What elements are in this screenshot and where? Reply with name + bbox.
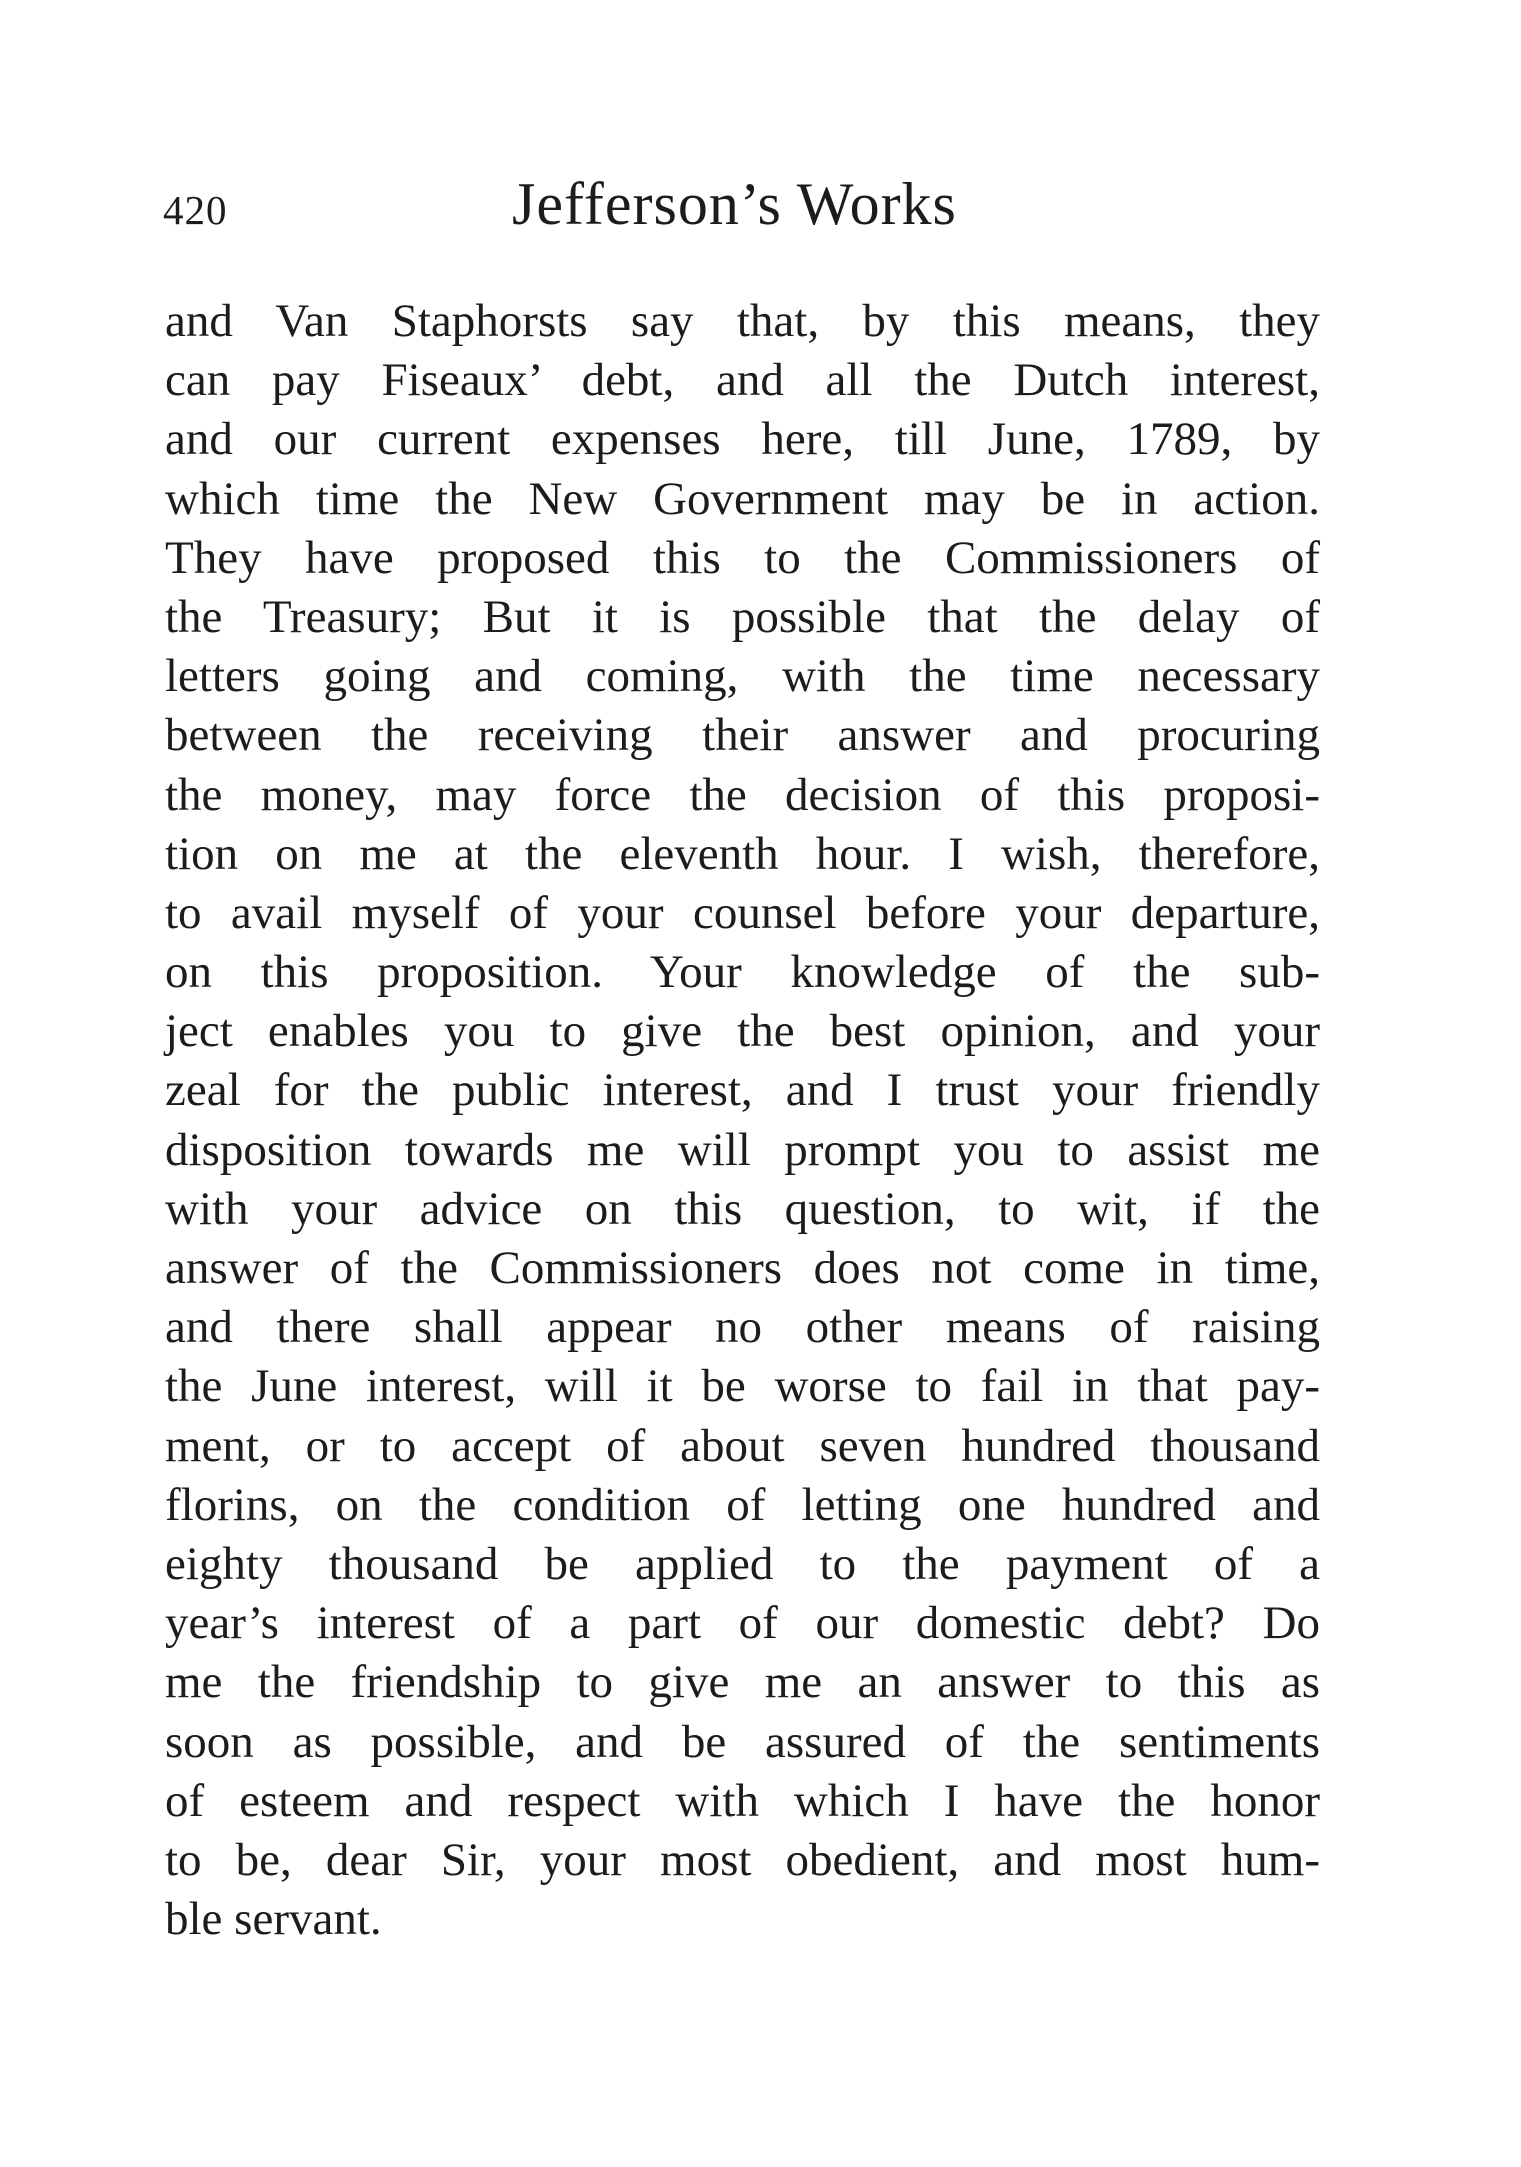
text-line: tion on me at the eleventh hour. I wish, therefore, xyxy=(165,827,1320,880)
text-line: which time the New Government may be in action. xyxy=(165,472,1320,525)
running-head xyxy=(160,170,1320,250)
text-line: to be, dear Sir, your most obedient, and most hum- xyxy=(165,1833,1320,1886)
text-line: can pay Fiseaux’ debt, and all the Dutch interest, xyxy=(165,354,1320,407)
text-line: answer of the Commissioners does not come in time, xyxy=(165,1242,1320,1294)
text-line: zeal for the public interest, and I trust your friendly xyxy=(165,1064,1320,1117)
text-line: letters going and coming, with the time necessary xyxy=(165,650,1320,703)
text-line: ble servant. xyxy=(165,1893,382,1946)
text-line: the Treasury; But it is possible that the delay of xyxy=(165,590,1320,643)
text-line: the money, may force the decision of this proposi- xyxy=(165,768,1320,821)
text-line: with your advice on this question, to wit, if the xyxy=(165,1182,1320,1235)
text-line: ment, or to accept of about seven hundred thousand xyxy=(165,1419,1320,1472)
body-text xyxy=(165,292,1320,1949)
running-title: Jefferson’s Works xyxy=(512,171,957,237)
text-line: disposition towards me will prompt you to assist me xyxy=(165,1123,1320,1176)
text-line: between the receiving their answer and procuring xyxy=(165,709,1320,762)
text-line: and our current expenses here, till June, 1789, by xyxy=(165,413,1320,466)
text-line: florins, on the condition of letting one hundred and xyxy=(165,1478,1320,1531)
text-line: the June interest, will it be worse to fail in that pay- xyxy=(165,1360,1320,1413)
text-line: year’s interest of a part of our domestic debt? Do xyxy=(165,1597,1320,1650)
text-line: on this proposition. Your knowledge of the sub- xyxy=(165,946,1320,999)
text-line: of esteem and respect with which I have the honor xyxy=(165,1774,1320,1827)
text-line: to avail myself of your counsel before your departure, xyxy=(165,886,1320,939)
text-line: and Van Staphorsts say that, by this means, they xyxy=(165,295,1320,347)
text-line: ject enables you to give the best opinion, and your xyxy=(165,1005,1320,1058)
text-line: and there shall appear no other means of raising xyxy=(165,1301,1320,1354)
text-line: me the friendship to give me an answer to this as xyxy=(165,1656,1320,1709)
page-number: 420 xyxy=(163,187,228,233)
text-line: They have proposed this to the Commissioners of xyxy=(165,531,1320,584)
text-line: soon as possible, and be assured of the sentiments xyxy=(165,1715,1320,1768)
text-line: eighty thousand be applied to the payment of a xyxy=(165,1537,1320,1590)
